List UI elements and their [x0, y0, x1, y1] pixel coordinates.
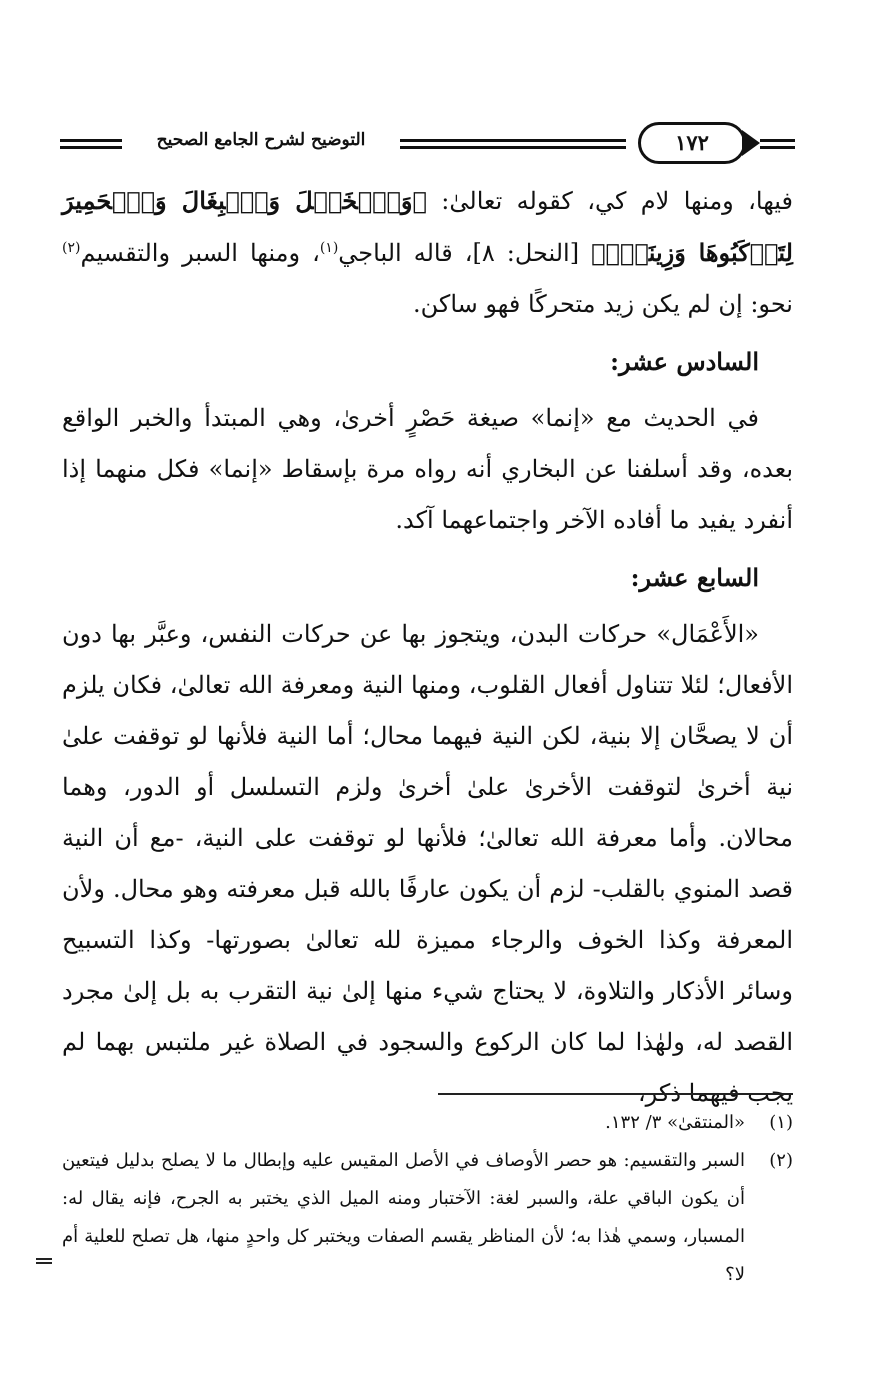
footnote-separator [438, 1093, 793, 1095]
paragraph-text: فيها، ومنها لام كي، كقوله تعالىٰ: [426, 187, 793, 215]
running-header [60, 118, 795, 170]
header-rule-left [60, 139, 122, 149]
footnote-text: السبر والتقسيم: هو حصر الأوصاف في الأصل المقيس عليه وإبطال ما لا يصلح بدليل فيتعين أن يكون الباقي علة، والسبر لغة: الآختبار ومنه الميل الذي يختبر به الجرح، فإنه يقال له: المسبار، وسمي هٰذا به؛ لأن المناظر يقسم الصفات ويختبر كل واحدٍ منها، هل تصلح للعلية أم لا؟ [62, 1150, 745, 1285]
section-heading-16: السادس عشر: [610, 347, 759, 376]
footnote-number: (٢) [769, 1150, 793, 1171]
footnote-number: (١) [769, 1112, 793, 1133]
section-heading-17: السابع عشر: [630, 563, 759, 592]
footnote-1 [62, 1104, 793, 1142]
header-rule-middle [400, 139, 626, 149]
paragraph-section-16: في الحديث مع «إنما» صيغة حَصْرٍ أخرىٰ، وهي المبتدأ والخبر الواقع بعده، وقد أسلفنا عن البخاري أنه رواه مرة بإسقاط «إنما» فكل منهما إذا أنفرد يفيد ما أفاده الآخر واجتماعهما آكد. [62, 404, 793, 534]
verse-citation: [النحل: ٨]، قاله الباجي [338, 239, 592, 267]
quran-verse: ﴿وَٱلۡخَيۡلَ وَٱلۡبِغَالَ وَٱلۡحَمِيرَ لِتَرۡكَبُوهَا وَزِينَةٗۚ﴾ [62, 186, 793, 267]
paragraph-text: ، ومنها السبر والتقسيم [80, 239, 320, 267]
continuation-mark-icon [36, 1258, 52, 1264]
footnote-text: «المنتقىٰ» ٣/ ١٣٢. [605, 1112, 745, 1133]
paragraph-text: نحو: إن لم يكن زيد متحركًا فهو ساكن. [413, 290, 793, 318]
footnote-2 [62, 1142, 793, 1294]
footnote-ref-1: (١) [319, 240, 339, 256]
page-badge-arrow-icon [742, 130, 760, 156]
main-text [62, 175, 793, 1119]
book-title: التوضيح لشرح الجامع الصحيح [156, 130, 366, 150]
footnotes [62, 1104, 793, 1294]
header-rule-right [760, 139, 795, 149]
page-number: ١٧٢ [638, 122, 746, 164]
paragraph-section-17: «الأَعْمَال» حركات البدن، ويتجوز بها عن حركات النفس، وعبَّر بها دون الأفعال؛ لئلا تتناول أفعال القلوب، ومنها النية ومعرفة الله تعالىٰ، فكان يلزم أن لا يصحَّان إلا بنية، لكن النية فيهما محال؛ أما النية فلأنها لو توقفت علىٰ نية أخرىٰ لتوقفت الأخرىٰ علىٰ أخرىٰ ولزم التسلسل أو الدور، وهما محالان. وأما معرفة الله تعالىٰ؛ فلأنها لو توقفت على النية، -مع أن النية قصد المنوي بالقلب- لزم أن يكون عارفًا بالله قبل معرفته وهو محال. ولأن المعرفة وكذا الخوف والرجاء مميزة لله تعالىٰ بصورتها- وكذا التسبيح وسائر الأذكار والتلاوة، لا يحتاج شيء منها إلىٰ نية التقرب به بل إلىٰ مجرد القصد له، ولهٰذا لما كان الركوع والسجود في الصلاة غير ملتبس بهما لم يجب فيهما ذكر، [62, 620, 794, 1107]
footnote-ref-2: (٢) [62, 240, 81, 256]
paragraph-lam-kay [62, 175, 793, 330]
